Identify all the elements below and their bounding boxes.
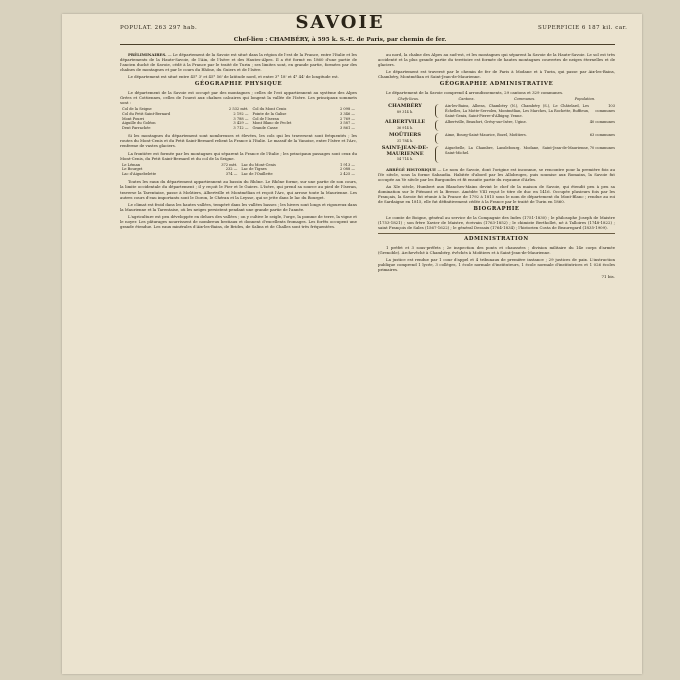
right-column [378, 52, 615, 280]
seat-row: MOÛTIERS 31 784 h. Aime, Bourg-Saint-Maurice, Bozel, Moûtiers. 63 communes [389, 132, 615, 143]
plate-number: 71 bis. [601, 274, 615, 280]
seats-list [378, 104, 615, 162]
history-paragraph: ABRÉGÉ HISTORIQUE — Le nom de Savoie, dont l'origine est inconnue, se rencontre pour la première fois au IVe siècle, sous la forme Sabaudia. Habitée d'abord par les Allobroges, puis soumise aux Romains, la Savoie fut occupée au Ve siècle par les Burgondes et fit ensuite partie du royaume d'Arles. [378, 166, 615, 182]
summits-table [120, 107, 357, 130]
prelim-lead: PRÉLIMINAIRES. [128, 52, 167, 57]
table-row: Dent Parrachée 3 712 — Grande Casse 3 861 — [122, 125, 355, 130]
area-header: SUPERFICIE 6 187 kil. car. [538, 25, 628, 31]
seat-row: SAINT-JEAN-DE-MAURIENNE 54 714 h. Aiguebelle, La Chambre, Lanslebourg, Modane, Saint-Jean-de-Maurienne, Saint-Michel. 70 communes [381, 145, 615, 162]
brace-icon [435, 120, 442, 131]
geo-paragraph: Le département de la Savoie est occupé par des montagnes ; celles de l'est appartiennent au système des Alpes Grées et Cottiennes, celles de l'ouest aux chaînes calcaires qui longent la vallée de l'Isère. Les principaux sommets sont : [120, 90, 357, 106]
table-row: Col de la Seigne 2 532 mèt. Col du Mont Cenis 2 098 — [122, 107, 355, 112]
brace-icon [435, 146, 442, 163]
seats-header: Chefs-lieux. Cantons. Communes. Population. [397, 97, 596, 102]
rivers-paragraph: Toutes les eaux du département appartiennent au bassin du Rhône. Le Rhône forme, sur une partie de son cours, la limite occidentale du département ; il y reçoit le Fier et le Guiers. L'Isère, qui prend sa source au pied de l'Iseran, traverse la Tarentaise, passe à Moûtiers, Albertville et Montmélian et reçoit l'Arc, qui arrose toute la Maurienne. Les autres cours d'eau importants sont le Doron, le Chéran et la Leysse, qui se jette dans le lac du Bourget. [120, 179, 357, 200]
section-divider [378, 233, 615, 234]
administration-paragraph: La justice est rendue par 1 cour d'appel et 4 tribunaux de première instance ; 29 justices de paix. L'instruction publique comprend 1 lycée, 3 collèges, 1 école normale d'instituteurs, 1 école normale d'institutrices et 1 026 écoles primaires. [378, 257, 615, 273]
intro-paragraph: au nord, la chaîne des Alpes au sud-est, et les montagnes qui séparent la Savoie de la Haute-Savoie. Le sol est très accidenté et la plus grande partie du territoire est formée de hautes montagnes couvertes de neiges éternelles et de glaciers. [378, 52, 615, 68]
biography-heading: BIOGRAPHIE [473, 205, 520, 212]
seat-row: CHAMBÉRY 89 314 h. Aix-les-Bains, Albens, Chambéry (N.), Chambéry (S.), Le Châtelard, Les Échelles, La Motte-Servolex, Montmélian, Les Marches, La Rochette, Ruffieux, Saint-Genix, Saint-Pierre-d'Albigny, Yenne. 103 communes [388, 103, 615, 118]
table-row: Aiguille du Goléon 3 429 — Mont Blanc de Peclet 3 587 — [122, 121, 355, 126]
seat-row: ALBERTVILLE 36 914 h. Albertville, Beaufort, Grésy-sur-Isère, Ugine. 40 communes [384, 119, 615, 130]
brace-icon [435, 104, 442, 118]
table-row: Le Bourget 232 — Lac de Tignes 2 088 — [122, 167, 355, 172]
left-column [120, 52, 357, 231]
brace-icon [435, 133, 442, 144]
biography-paragraph: Le comte de Boigne, général au service de la Compagnie des Indes (1751-1830) ; le philosophe Joseph de Maistre (1753-1821) ; son frère Xavier de Maistre, écrivain (1763-1852) ; le chimiste Berthollet, né à Talloires (1748-1822) ; saint François de Sales (1567-1622) ; le général Dessaix (1764-1834) ; l'historien Costa de Beauregard (1835-1909). [378, 215, 615, 231]
table-row: Lac d'Aiguebelette 374 — Lac de l'Ouillette 2 425 — [122, 171, 355, 176]
lakes-table [120, 163, 357, 177]
header-rule [120, 44, 615, 45]
administration-heading: ADMINISTRATION [464, 236, 529, 243]
prelim-text: — Le département de la Savoie est situé dans la région de l'est de la France, entre l'Italie et les départements de la Haute-Savoie, de l'Ain, de l'Isère et des Hautes-Alpes. Il a été formé en 1860 d'une partie de l'ancien duché de Savoie, cédé à la France par le traité de Turin ; ses limites sont, en grande partie, formées par des chaînes de montagnes et par le cours du Rhône, du Guiers et de l'Isère. [120, 52, 357, 73]
table-row: Col du Petit Saint-Bernard 2 192 — Pointe de la Galise 3 346 — [122, 112, 355, 117]
climate-paragraph: Le climat est froid dans les hautes vallées, tempéré dans les vallées basses ; les hivers sont longs et rigoureux dans la Maurienne et la Tarentaise, où les neiges persistent pendant une grande partie de l'année. [120, 201, 357, 212]
passes-paragraph: Si les montagnes du département sont nombreuses et élevées, les cols qui les traversent sont fréquentés ; les routes du Mont-Cenis et du Petit Saint-Bernard relient la France à l'Italie. Le massif de la Vanoise, entre l'Isère et l'Arc, renferme de vastes glaciers. [120, 133, 357, 149]
admin-intro: Le département de la Savoie comprend 4 arrondissements, 29 cantons et 329 communes. [386, 90, 564, 96]
passes-paragraph: La frontière est formée par les montagnes qui séparent la France de l'Italie ; les principaux passages sont ceux du Mont-Cenis, du Petit Saint-Bernard et du col de la Seigne. [120, 150, 357, 161]
agriculture-paragraph: L'agriculture est peu développée en dehors des vallées ; on y cultive le seigle, l'orge, la pomme de terre, la vigne et le noyer. Les pâturages nourrissent de nombreux bestiaux et donnent d'excellents fromages. Les forêts occupent une grande étendue. Les eaux minérales d'Aix-les-Bains, de Brides, de Salins et de Challes sont très fréquentées. [120, 213, 357, 229]
intro-paragraph: Le département est traversé par le chemin de fer de Paris à Modane et à Turin, qui passe par Aix-les-Bains, Chambéry, Montmélian et Saint-Jean-de-Maurienne. [378, 69, 615, 80]
prelim-paragraph: Le département est situé entre 45° 3' et 45° 56' de latitude nord, et entre 3° 18' et 4° 44' de longitude est. [128, 74, 339, 80]
page-title: SAVOIE [295, 12, 385, 33]
prelim-paragraph [120, 52, 357, 72]
population-header: POPULAT. 263 297 hab. [120, 25, 198, 31]
table-row: Mont Pourri 3 788 — Col de l'Iseran 2 769 — [122, 116, 355, 121]
table-row: Le Léman 372 mèt. Lac du Mont-Cenis 1 913 — [122, 162, 355, 167]
administration-paragraph: 1 préfet et 3 sous-préfets ; 2e inspection des ponts et chaussées ; division militaire du 14e corps d'armée (Grenoble). Archevêché à Chambéry, évêchés à Moûtiers et à Saint-Jean-de-Maurienne. [378, 245, 615, 256]
history-paragraph: Au XIe siècle, Humbert aux Blanches-Mains devint le chef de la maison de Savoie, qui étendit peu à peu sa domination sur le Piémont et la Bresse. Amédée VIII reçut le titre de duc en 1416. Occupée plusieurs fois par les Français, la Savoie fut réunie à la France de 1792 à 1815 sous le nom de département du Mont-Blanc ; rendue au roi de Sardaigne en 1815, elle fut définitivement cédée à la France par le traité de Turin en 1860. [378, 183, 615, 204]
capital-subtitle: Chef-lieu : CHAMBÉRY, à 595 k. S.-E. de Paris, par chemin de fer. [233, 37, 447, 43]
history-heading: ABRÉGÉ HISTORIQUE [386, 166, 436, 172]
geo-admin-heading: GÉOGRAPHIE ADMINISTRATIVE [439, 81, 554, 88]
geo-physique-heading: GÉOGRAPHIE PHYSIQUE [194, 81, 283, 88]
